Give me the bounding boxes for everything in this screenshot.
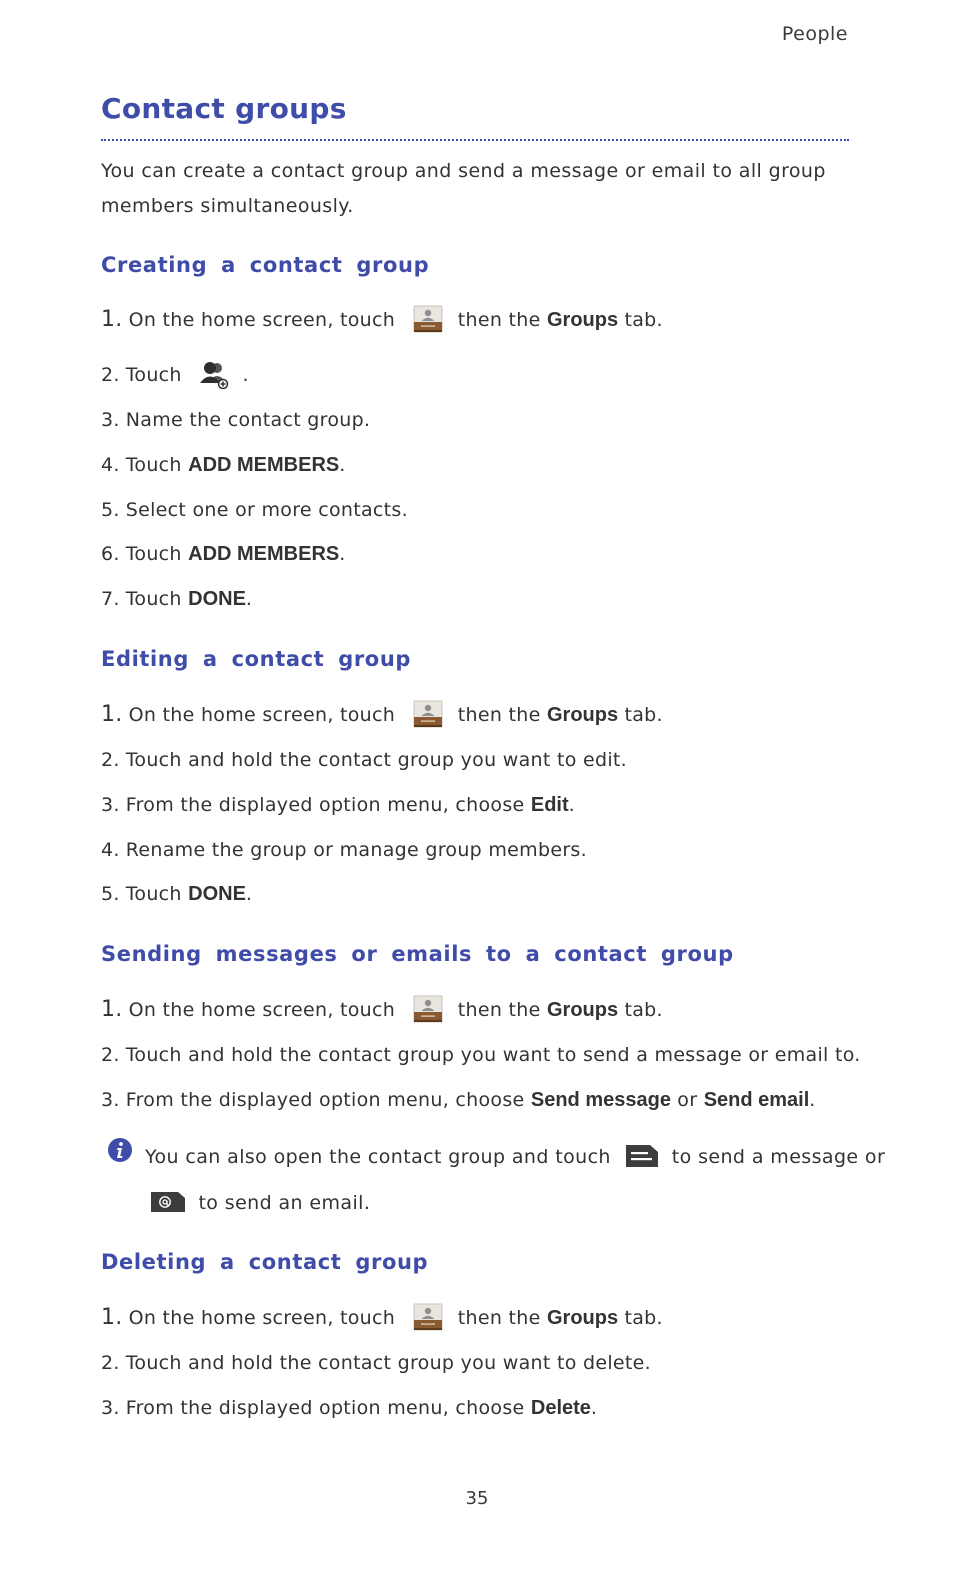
step-text: Rename the group or manage group members. — [125, 839, 587, 861]
deleting-step-2 — [101, 1348, 651, 1378]
step-number: 5. — [101, 883, 120, 905]
step-bold-text: Send email — [703, 1089, 810, 1111]
creating-step-3 — [101, 405, 370, 435]
step-number: 4. — [101, 454, 120, 476]
page-number: 35 — [465, 1488, 489, 1509]
step-bold-text: ADD MEMBERS — [188, 543, 340, 565]
message-icon — [625, 1144, 659, 1168]
step-text: tab. — [624, 704, 663, 726]
editing-step-4 — [101, 835, 587, 865]
step-text: then the — [457, 999, 541, 1021]
step-bold-text: Groups — [546, 309, 619, 331]
note-line-1 — [145, 1142, 885, 1172]
step-bold-text: Edit — [530, 794, 569, 816]
step-number: 6. — [101, 543, 120, 565]
info-icon — [107, 1137, 133, 1163]
step-text: . — [809, 1089, 816, 1111]
step-bold-text: DONE — [188, 588, 246, 610]
title-divider — [101, 139, 849, 141]
header-section-name: People — [781, 23, 848, 45]
deleting-step-3 — [101, 1393, 597, 1423]
step-number: 3. — [101, 794, 120, 816]
editing-step-1 — [101, 700, 663, 730]
note-text: You can also open the contact group and touch — [145, 1146, 611, 1168]
step-number: 1. — [101, 307, 123, 332]
creating-step-1 — [101, 305, 663, 335]
note-text: to send a message or — [671, 1146, 886, 1168]
step-bold-text: Groups — [546, 1307, 619, 1329]
section-title-sending: Sending messages or emails to a contact group — [101, 942, 734, 966]
section-title-deleting: Deleting a contact group — [101, 1250, 429, 1274]
contacts-app-icon — [413, 700, 443, 728]
editing-step-2 — [101, 745, 627, 775]
step-text: . — [590, 1397, 598, 1419]
step-text: On the home screen, touch — [128, 1307, 396, 1329]
deleting-step-1 — [101, 1303, 663, 1333]
editing-step-5 — [101, 879, 252, 909]
add-group-icon — [198, 359, 230, 389]
editing-step-3 — [101, 790, 575, 820]
note-line-2 — [150, 1188, 370, 1218]
step-bold-text: ADD MEMBERS — [188, 454, 340, 476]
step-number: 4. — [101, 839, 120, 861]
step-text: Touch and hold the contact group you want to send a message or email to. — [125, 1044, 861, 1066]
creating-step-6 — [101, 539, 346, 569]
step-text: Touch — [125, 454, 182, 476]
step-text: Name the contact group. — [125, 409, 371, 431]
creating-step-5 — [101, 495, 408, 525]
step-bold-text: Delete — [530, 1397, 591, 1419]
step-number: 3. — [101, 1089, 120, 1111]
step-text: Select one or more contacts. — [125, 499, 408, 521]
step-number: 2. — [101, 364, 120, 386]
step-number: 1. — [101, 997, 123, 1022]
sending-step-3 — [101, 1085, 816, 1115]
sending-step-1 — [101, 995, 663, 1025]
step-text: then the — [457, 1307, 541, 1329]
step-text: Touch — [125, 883, 182, 905]
step-bold-text: Groups — [546, 704, 619, 726]
step-text: Touch — [125, 364, 182, 386]
step-text: On the home screen, touch — [128, 999, 396, 1021]
contacts-app-icon — [413, 305, 443, 333]
step-bold-text: Send message — [530, 1089, 671, 1111]
step-text: From the displayed option menu, choose — [125, 1089, 525, 1111]
creating-step-4 — [101, 450, 346, 480]
step-number: 2. — [101, 1352, 120, 1374]
step-text: . — [242, 364, 249, 386]
step-text: From the displayed option menu, choose — [125, 1397, 525, 1419]
step-text: . — [339, 454, 346, 476]
step-number: 5. — [101, 499, 120, 521]
info-note — [107, 1137, 886, 1237]
step-number: 1. — [101, 1305, 123, 1330]
email-icon — [150, 1191, 186, 1213]
step-text: or — [677, 1089, 698, 1111]
page-title: Contact groups — [101, 92, 347, 125]
section-title-editing: Editing a contact group — [101, 647, 412, 671]
step-text: . — [339, 543, 346, 565]
step-text: . — [245, 588, 253, 610]
step-number: 7. — [101, 588, 120, 610]
step-bold-text: Groups — [546, 999, 619, 1021]
step-text: then the — [457, 704, 541, 726]
step-text: then the — [457, 309, 541, 331]
step-text: Touch and hold the contact group you want to edit. — [125, 749, 628, 771]
step-number: 1. — [101, 702, 123, 727]
step-text: On the home screen, touch — [128, 309, 396, 331]
step-number: 2. — [101, 749, 120, 771]
step-text: . — [245, 883, 253, 905]
step-text: tab. — [624, 309, 663, 331]
step-bold-text: DONE — [188, 883, 246, 905]
step-text: Touch — [125, 543, 182, 565]
intro-paragraph: You can create a contact group and send a message or email to all group members simultaneously. — [101, 160, 826, 217]
sending-step-2 — [101, 1040, 861, 1070]
step-text: Touch — [125, 588, 182, 610]
step-number: 2. — [101, 1044, 120, 1066]
section-title-creating: Creating a contact group — [101, 253, 430, 277]
step-number: 3. — [101, 409, 120, 431]
creating-step-2 — [101, 360, 249, 390]
contacts-app-icon — [413, 995, 443, 1023]
step-text: From the displayed option menu, choose — [125, 794, 525, 816]
step-text: tab. — [624, 999, 663, 1021]
step-number: 3. — [101, 1397, 120, 1419]
contacts-app-icon — [413, 1303, 443, 1331]
step-text: . — [568, 794, 575, 816]
step-text: tab. — [624, 1307, 663, 1329]
creating-step-7 — [101, 584, 252, 614]
step-text: On the home screen, touch — [128, 704, 396, 726]
step-text: Touch and hold the contact group you want to delete. — [125, 1352, 651, 1374]
note-text: to send an email. — [198, 1192, 371, 1214]
